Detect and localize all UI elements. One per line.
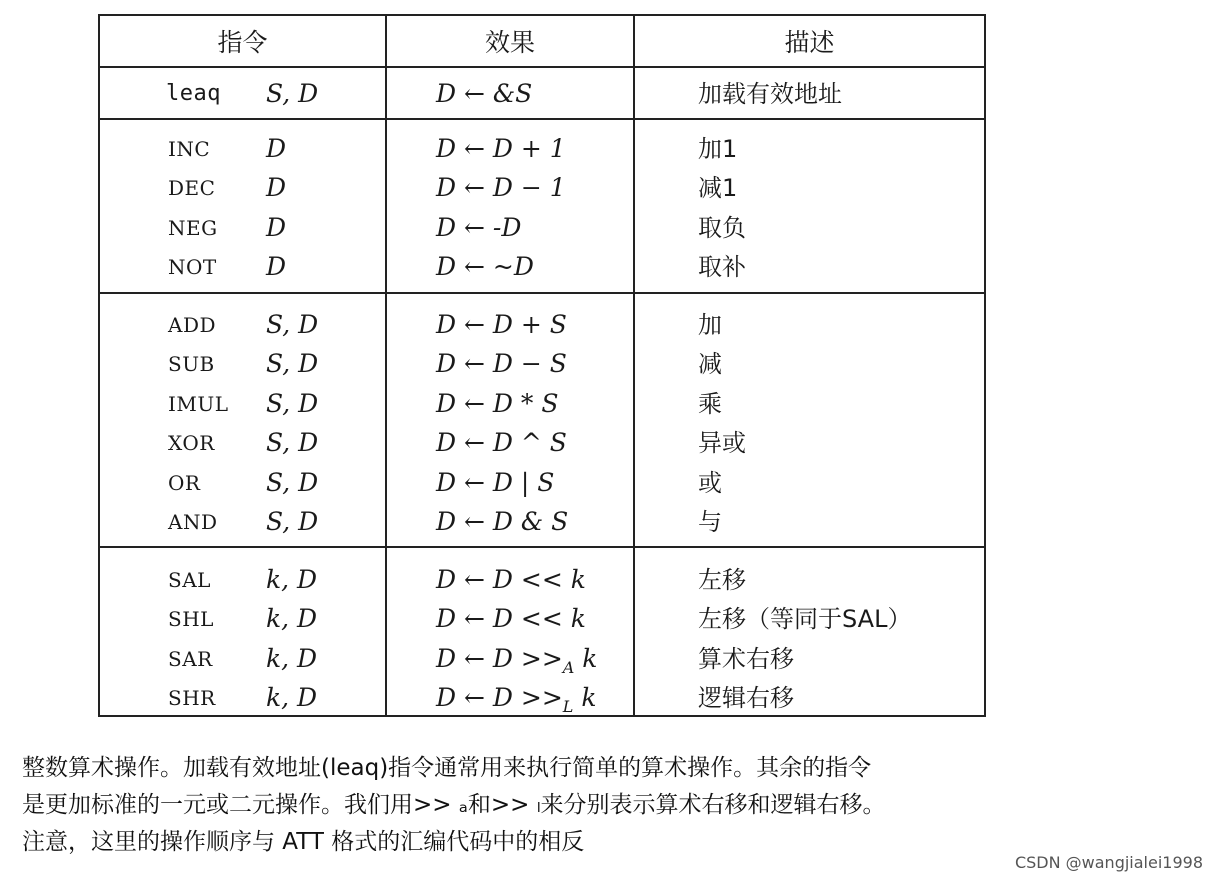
- instruction-effect: D ← -D: [436, 212, 522, 242]
- instruction-operands: k, D: [266, 565, 318, 594]
- instruction-opcode: AND: [168, 510, 218, 534]
- instruction-operands: S, D: [266, 428, 319, 458]
- instruction-table: [98, 14, 986, 717]
- instruction-operands: k, D: [266, 643, 318, 673]
- instruction-effect: D ← D + S: [436, 310, 567, 339]
- instruction-opcode: INC: [168, 137, 211, 161]
- table-row: [100, 74, 984, 114]
- instruction-effect: D ← ~D: [436, 252, 534, 282]
- instruction-description: 算术右移: [698, 644, 794, 673]
- instruction-description: 左移: [698, 566, 746, 594]
- instruction-effect: D ← D − 1: [436, 173, 566, 203]
- table-row: [100, 423, 984, 463]
- instruction-operands: D: [266, 212, 287, 242]
- instruction-description: 取补: [698, 253, 746, 282]
- instruction-description: 减1: [698, 174, 738, 203]
- instruction-operands: D: [266, 173, 287, 203]
- watermark: CSDN @wangjialei1998: [1014, 853, 1203, 872]
- instruction-effect: D ← D ^ S: [436, 428, 567, 458]
- instruction-effect: D ← D * S: [436, 388, 559, 418]
- instruction-operands: D: [266, 252, 287, 282]
- table-row: [100, 384, 984, 424]
- caption-line: 是更加标准的一元或二元操作。我们用>> ₐ和>> ₗ来分别表示算术右移和逻辑右移。: [22, 792, 886, 818]
- instruction-operands: k, D: [266, 604, 318, 634]
- table-row: [100, 502, 984, 542]
- instruction-operands: k, D: [266, 683, 318, 713]
- instruction-description: 取负: [698, 213, 746, 242]
- instruction-effect: D ← D << k: [436, 565, 586, 594]
- instruction-description: 与: [698, 508, 722, 536]
- instruction-opcode: IMUL: [168, 391, 229, 416]
- instruction-effect: D ← $D >>_L$ k: [436, 683, 597, 717]
- instruction-effect: D ← $D >>_A$ k: [436, 643, 598, 677]
- table-row: [100, 129, 984, 169]
- instruction-opcode: SUB: [168, 352, 215, 377]
- instruction-description: 加载有效地址: [698, 80, 842, 108]
- instruction-opcode: ADD: [168, 313, 217, 337]
- instruction-opcode: OR: [168, 470, 201, 495]
- instruction-opcode: NOT: [168, 255, 217, 280]
- caption-line: 注意，这里的操作顺序与 ATT 格式的汇编代码中的相反: [22, 829, 585, 855]
- instruction-operands: S, D: [266, 349, 319, 379]
- table-row: [100, 560, 984, 600]
- figure-caption: [22, 750, 1197, 861]
- group-divider: [100, 546, 984, 548]
- instruction-effect: D ← D & S: [436, 507, 569, 536]
- instruction-description: 减: [698, 350, 722, 379]
- instruction-description: 加: [698, 311, 722, 339]
- table-row: [100, 678, 984, 718]
- table-row: [100, 463, 984, 503]
- instruction-description: 或: [698, 468, 722, 497]
- table-row: [100, 305, 984, 345]
- header-effect: 效果: [484, 28, 535, 57]
- instruction-description: 异或: [698, 429, 746, 458]
- shift-type-subscript: L: [562, 697, 574, 717]
- shift-type-subscript: A: [562, 657, 575, 677]
- header-instruction: 指令: [217, 28, 268, 57]
- table-row: [100, 344, 984, 384]
- instruction-operands: S, D: [266, 79, 319, 108]
- table-row: [100, 208, 984, 248]
- instruction-operands: S, D: [266, 467, 319, 497]
- caption-line: 整数算术操作。加载有效地址(leaq)指令通常用来执行简单的算术操作。其余的指令: [22, 755, 872, 781]
- instruction-opcode: NEG: [168, 215, 218, 240]
- instruction-operands: S, D: [266, 507, 319, 536]
- instruction-opcode: SHR: [168, 686, 216, 711]
- instruction-opcode: leaq: [166, 81, 221, 106]
- header-divider: [100, 66, 984, 68]
- table-row: [100, 639, 984, 679]
- group-divider: [100, 292, 984, 294]
- instruction-opcode: XOR: [168, 431, 215, 456]
- instruction-description: 逻辑右移: [698, 684, 794, 713]
- instruction-opcode: SAL: [168, 568, 211, 592]
- instruction-opcode: SHL: [168, 607, 214, 632]
- instruction-description: 加1: [698, 135, 738, 163]
- instruction-description: 乘: [698, 389, 722, 418]
- instruction-effect: D ← D − S: [436, 349, 567, 379]
- instruction-effect: D ← D + 1: [436, 134, 566, 163]
- instruction-effect: D ← &S: [436, 79, 533, 108]
- instruction-effect: D ← D << k: [436, 604, 586, 634]
- instruction-opcode: SAR: [168, 646, 213, 671]
- table-row: [100, 168, 984, 208]
- instruction-operands: D: [266, 134, 287, 163]
- instruction-effect: D ← D | S: [436, 467, 555, 497]
- instruction-operands: S, D: [266, 388, 319, 418]
- instruction-opcode: DEC: [168, 176, 216, 201]
- header-description: 描述: [784, 28, 835, 57]
- instruction-description: 左移（等同于SAL）: [698, 605, 912, 634]
- table-row: [100, 599, 984, 639]
- table-row: [100, 247, 984, 287]
- group-divider: [100, 118, 984, 120]
- instruction-operands: S, D: [266, 310, 319, 339]
